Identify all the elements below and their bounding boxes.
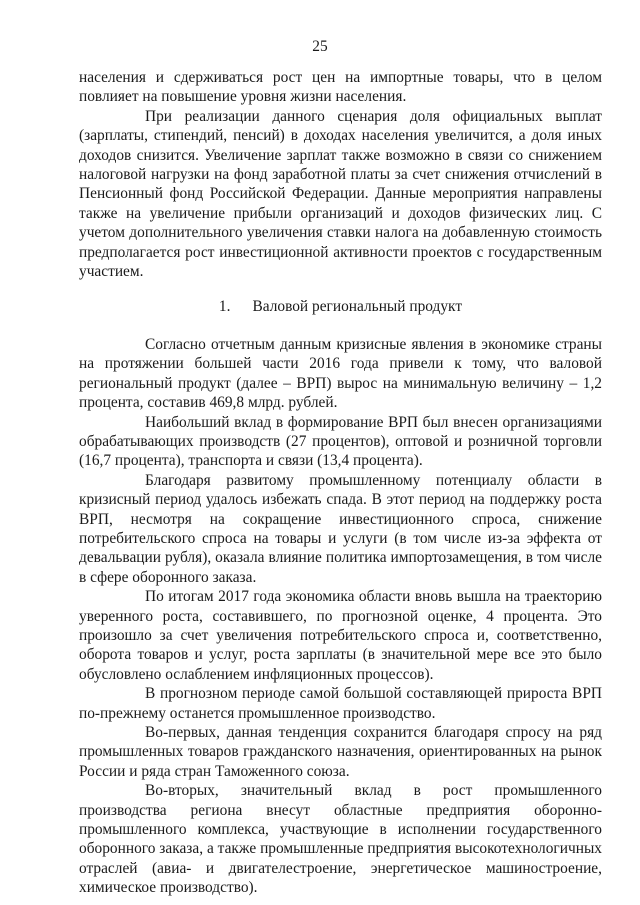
- section-heading: [79, 297, 602, 316]
- paragraph-scenario: При реализации данного сценария доля официальных выплат (зарплаты, стипендий, пенсий) в доходах населения увеличится, а доля иных доходов снизится. Увеличение зарплат также возможно в связи со снижением налоговой нагрузки на фонд заработной платы за счет снижения отчислений в Пенсионный фонд Российской Федерации. Данные мероприятия направлены также на увеличение прибыли организаций и доходов физических лиц. С учетом дополнительного увеличения ставки налога на добавленную стоимость предполагается рост инвестиционной активности проектов с государственным участием.: [79, 107, 602, 281]
- paragraph-grp-contribution: Наибольший вклад в формирование ВРП был внесен организациями обрабатывающих производств (27 процентов), оптовой и розничной торговли (16,7 процента), транспорта и связи (13,4 процента).: [79, 413, 602, 470]
- paragraph-2017-results: По итогам 2017 года экономика области вновь вышла на траекторию уверенного роста, составившего, по прогнозной оценке, 4 процента. Это произошло за счет увеличения потребительского спроса и, соответственно, оборота товаров и услуг, роста зарплаты (в значительной мере все это было обусловлено ослаблением инфляционных процессов).: [79, 588, 602, 683]
- section-title: Валовой региональный продукт: [252, 298, 463, 316]
- paragraph-continued: населения и сдерживаться рост цен на импортные товары, что в целом повлияет на повышение уровня жизни населения.: [79, 69, 602, 106]
- section-number: 1.: [218, 298, 231, 316]
- paragraph-grp-2016: Согласно отчетным данным кризисные явления в экономике страны на протяжении большей части 2016 года привели к тому, что валовой региональный продукт (далее – ВРП) вырос на минимальную величину – 1,2 процента, составив 469,8 млрд. рублей.: [79, 335, 602, 412]
- page-body: [79, 68, 602, 898]
- paragraph-industrial-potential: Благодаря развитому промышленному потенциалу области в кризисный период удалось избежать спада. В этот период на поддержку роста ВРП, несмотря на сокращение инвестиционного спроса, снижение потребительского спроса на товары и услуги (в том числе из-за эффекта от девальвации рубля), оказала влияние политика импортозамещения, в том числе в сфере оборонного заказа.: [79, 471, 602, 586]
- paragraph-secondly: Во-вторых, значительный вклад в рост промышленного производства региона внесут областные предприятия оборонно-промышленного комплекса, участвующие в исполнении государственного оборонного заказа, а также промышленные предприятия высокотехнологичных отраслей (авиа- и двигателестроение, энергетическое машиностроение, химическое производство).: [79, 782, 602, 897]
- page-number: 25: [312, 38, 328, 55]
- paragraph-forecast: В прогнозном периоде самой большой составляющей прироста ВРП по-прежнему останется промышленное производство.: [79, 685, 602, 722]
- paragraph-firstly: Во-первых, данная тенденция сохранится благодаря спросу на ряд промышленных товаров гражданского назначения, ориентированных на рынок России и ряда стран Таможенного союза.: [79, 724, 602, 780]
